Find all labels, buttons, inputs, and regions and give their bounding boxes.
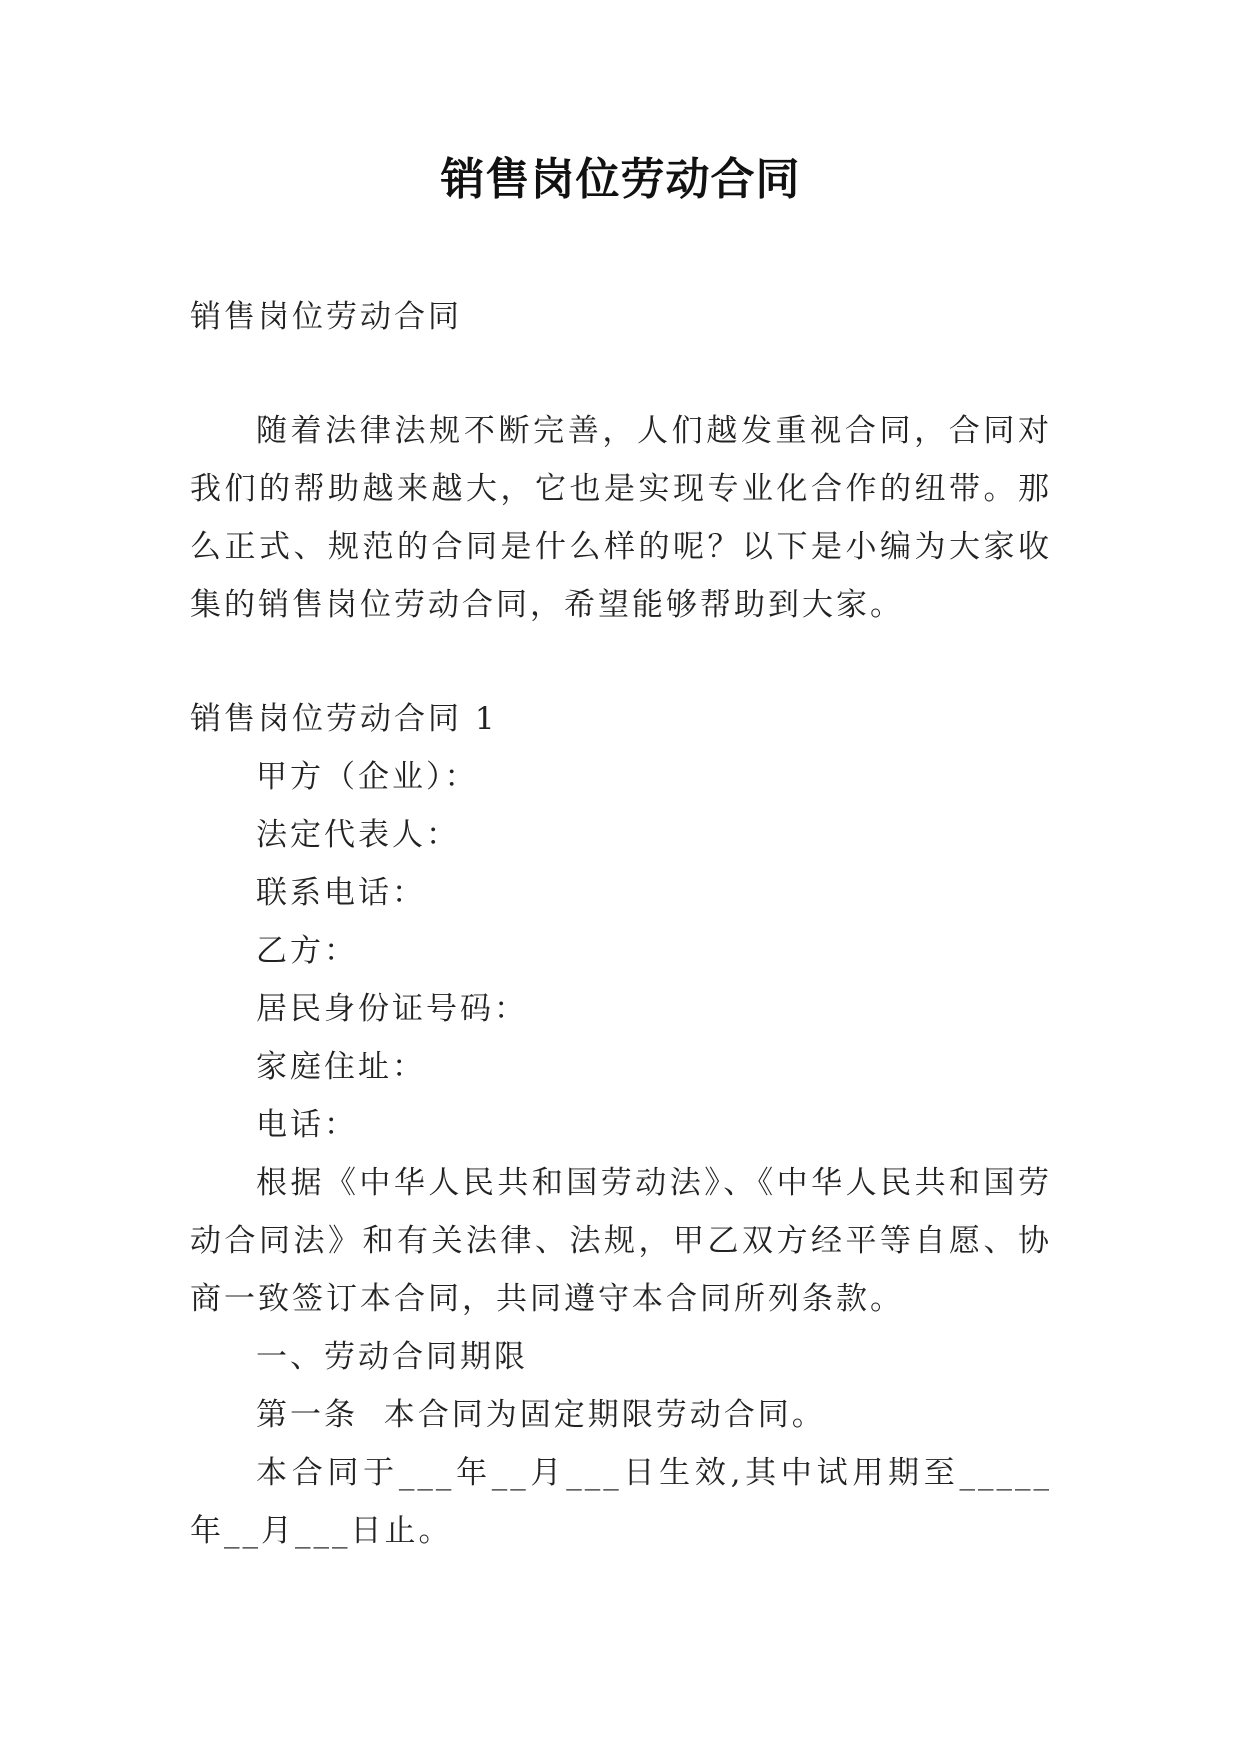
intro-paragraph: 随着法律法规不断完善，人们越发重视合同，合同对我们的帮助越来越大，它也是实现专业化合作的纽带。那么正式、规范的合同是什么样的呢？以下是小编为大家收集的销售岗位劳动合同，希望能够帮助到大家。 xyxy=(190,413,1052,623)
contact-phone-field: 联系电话： xyxy=(256,875,426,911)
legal-representative-field: 法定代表人： xyxy=(256,817,460,853)
clause-heading: 一、劳动合同期限 xyxy=(256,1339,528,1375)
phone-field: 电话： xyxy=(256,1107,358,1143)
section-heading: 销售岗位劳动合同 1 xyxy=(190,701,498,737)
party-a-field: 甲方（企业）： xyxy=(256,759,479,795)
home-address-field: 家庭住址： xyxy=(256,1049,426,1085)
document-subtitle: 销售岗位劳动合同 xyxy=(190,299,462,335)
document-title: 销售岗位劳动合同 xyxy=(440,154,801,205)
effective-period-paragraph: 本合同于___年__月___日生效,其中试用期至_____年__月___日止。 xyxy=(190,1455,1052,1549)
document-body xyxy=(190,288,1052,1560)
article-1: 第一条 本合同为固定期限劳动合同。 xyxy=(256,1397,826,1433)
party-b-field: 乙方： xyxy=(256,933,358,969)
legal-basis-paragraph: 根据《中华人民共和国劳动法》、《中华人民共和国劳动合同法》和有关法律、法规，甲乙双方经平等自愿、协商一致签订本合同，共同遵守本合同所列条款。 xyxy=(190,1165,1052,1317)
id-number-field: 居民身份证号码： xyxy=(256,991,528,1027)
